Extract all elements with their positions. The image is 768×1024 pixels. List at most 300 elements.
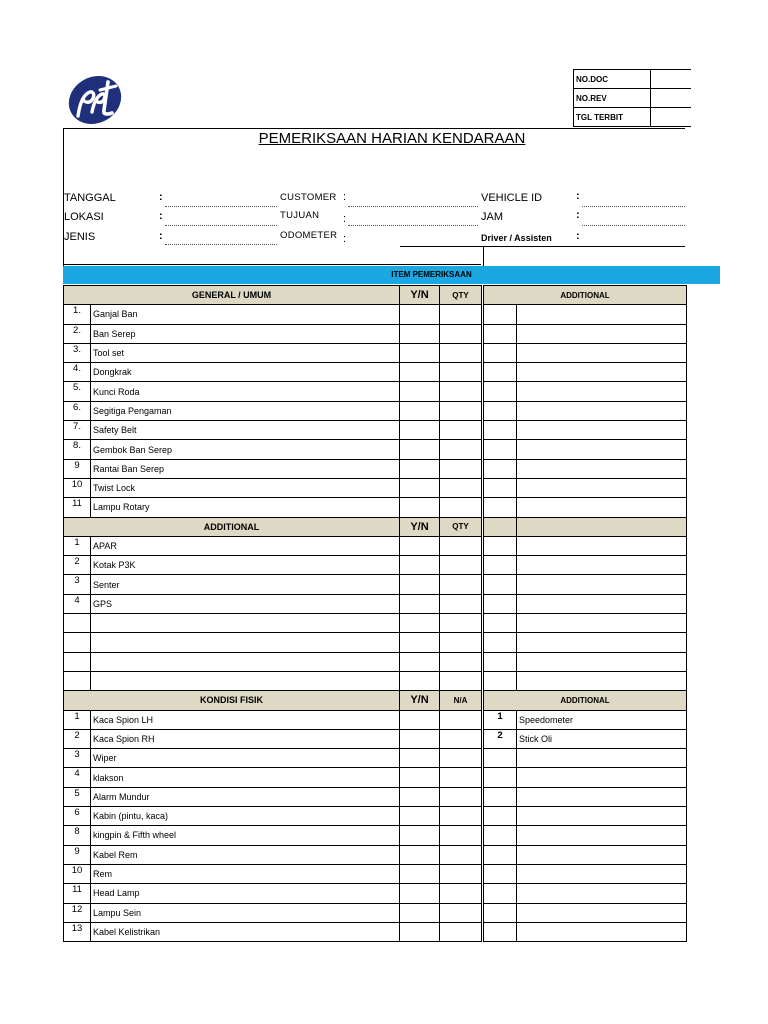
checklist-row xyxy=(64,884,482,903)
right-row xyxy=(484,363,687,382)
qty-cell[interactable] xyxy=(440,382,482,401)
doc-meta-table xyxy=(573,69,691,127)
row-number: 11 xyxy=(64,884,91,903)
row-number[interactable] xyxy=(484,363,517,382)
checklist-row xyxy=(64,440,482,459)
meta-row-tgl-terbit xyxy=(574,108,692,127)
right-row xyxy=(484,382,687,401)
qty-cell[interactable] xyxy=(440,363,482,382)
qty-cell[interactable] xyxy=(440,749,482,768)
column-header: QTY xyxy=(440,517,482,536)
yn-cell[interactable] xyxy=(400,575,440,594)
row-number[interactable] xyxy=(484,440,517,459)
row-number[interactable] xyxy=(484,807,517,826)
row-item-name[interactable] xyxy=(517,401,687,420)
row-number: 3 xyxy=(64,749,91,768)
qty-cell[interactable] xyxy=(440,826,482,845)
checklist-row xyxy=(64,343,482,362)
row-number: 2 xyxy=(64,729,91,748)
row-item-name[interactable] xyxy=(517,633,687,652)
qty-cell[interactable] xyxy=(440,633,482,652)
row-number: 12 xyxy=(64,903,91,922)
row-number: 2 xyxy=(64,556,91,575)
row-item-name[interactable] xyxy=(517,459,687,478)
row-item-name: Tool set xyxy=(91,343,400,362)
yn-cell[interactable] xyxy=(400,749,440,768)
yn-cell[interactable] xyxy=(400,729,440,748)
qty-cell[interactable] xyxy=(440,652,482,671)
row-item-name: Stick Oli xyxy=(517,729,687,748)
right-header-row xyxy=(484,517,687,536)
row-number: 2. xyxy=(64,324,91,343)
yn-cell[interactable] xyxy=(400,421,440,440)
row-item-name[interactable] xyxy=(517,324,687,343)
colon: : xyxy=(343,233,347,245)
checklist-row xyxy=(64,401,482,420)
row-number xyxy=(64,614,91,633)
row-number: 3. xyxy=(64,343,91,362)
row-item-name: klakson xyxy=(91,768,400,787)
meta-label: TGL TERBIT xyxy=(574,108,651,127)
row-number: 11 xyxy=(64,498,91,517)
checklist-row xyxy=(64,594,482,613)
row-number[interactable] xyxy=(484,826,517,845)
row-number: 10 xyxy=(64,864,91,883)
qty-cell[interactable] xyxy=(440,556,482,575)
row-item-name: Wiper xyxy=(91,749,400,768)
row-number[interactable] xyxy=(484,401,517,420)
lokasi-input-line[interactable] xyxy=(165,225,277,226)
right-row xyxy=(484,459,687,478)
right-row xyxy=(484,633,687,652)
row-number[interactable] xyxy=(484,498,517,517)
row-number: 1. xyxy=(64,305,91,324)
checklist-row xyxy=(64,305,482,324)
qty-cell[interactable] xyxy=(440,768,482,787)
row-item-name: Segitiga Pengaman xyxy=(91,401,400,420)
jam-input-line[interactable] xyxy=(582,225,685,226)
checklist-row xyxy=(64,614,482,633)
row-item-name[interactable] xyxy=(517,440,687,459)
yn-cell[interactable] xyxy=(400,633,440,652)
row-item-name: Kaca Spion LH xyxy=(91,710,400,729)
row-item-name: Kaca Spion RH xyxy=(91,729,400,748)
yn-cell[interactable] xyxy=(400,671,440,690)
row-item-name xyxy=(91,652,400,671)
row-item-name[interactable] xyxy=(517,922,687,941)
yn-cell[interactable] xyxy=(400,556,440,575)
additional-header-row xyxy=(64,517,482,536)
row-item-name[interactable] xyxy=(517,845,687,864)
colon: : xyxy=(343,191,347,203)
qty-cell[interactable] xyxy=(440,440,482,459)
checklist-row xyxy=(64,382,482,401)
right-row xyxy=(484,614,687,633)
row-item-name[interactable] xyxy=(517,652,687,671)
row-number xyxy=(64,652,91,671)
label-jenis: JENIS xyxy=(64,231,96,243)
row-number: 5 xyxy=(64,787,91,806)
row-item-name[interactable] xyxy=(517,421,687,440)
row-item-name: APAR xyxy=(91,536,400,555)
qty-cell[interactable] xyxy=(440,459,482,478)
qty-cell[interactable] xyxy=(440,884,482,903)
qty-cell[interactable] xyxy=(440,787,482,806)
row-number: 2 xyxy=(484,729,517,748)
row-item-name: Lampu Sein xyxy=(91,903,400,922)
row-item-name[interactable] xyxy=(517,343,687,362)
label-lokasi: LOKASI xyxy=(64,211,104,223)
qty-cell[interactable] xyxy=(440,671,482,690)
meta-row-no-rev xyxy=(574,89,692,108)
right-row xyxy=(484,884,687,903)
row-item-name[interactable] xyxy=(517,575,687,594)
row-item-name: Twist Lock xyxy=(91,478,400,497)
row-number xyxy=(64,671,91,690)
column-header: N/A xyxy=(440,691,482,710)
row-number[interactable] xyxy=(484,787,517,806)
row-item-name: GPS xyxy=(91,594,400,613)
row-number[interactable] xyxy=(484,575,517,594)
right-row xyxy=(484,729,687,748)
column-header-yn: Y/N xyxy=(400,691,440,710)
qty-cell[interactable] xyxy=(440,903,482,922)
yn-cell[interactable] xyxy=(400,478,440,497)
row-item-name[interactable] xyxy=(517,749,687,768)
checklist-row xyxy=(64,498,482,517)
qty-cell[interactable] xyxy=(440,324,482,343)
row-number[interactable] xyxy=(484,652,517,671)
qty-cell[interactable] xyxy=(440,614,482,633)
right-row xyxy=(484,671,687,690)
yn-cell[interactable] xyxy=(400,363,440,382)
yn-cell[interactable] xyxy=(400,594,440,613)
row-number[interactable] xyxy=(484,478,517,497)
yn-cell[interactable] xyxy=(400,845,440,864)
kondisi-header-row xyxy=(64,691,482,710)
row-number: 10 xyxy=(64,478,91,497)
section-banner xyxy=(63,266,720,284)
meta-value[interactable] xyxy=(651,108,692,127)
row-item-name[interactable] xyxy=(517,382,687,401)
checklist-row xyxy=(64,864,482,883)
row-item-name[interactable] xyxy=(517,478,687,497)
right-row xyxy=(484,903,687,922)
page-title xyxy=(63,130,721,147)
row-number[interactable] xyxy=(484,671,517,690)
row-item-name xyxy=(91,671,400,690)
row-number: 8. xyxy=(64,440,91,459)
row-item-name[interactable] xyxy=(517,903,687,922)
row-item-name: Lampu Rotary xyxy=(91,498,400,517)
yn-cell[interactable] xyxy=(400,826,440,845)
qty-cell[interactable] xyxy=(440,478,482,497)
colon: : xyxy=(159,230,163,242)
row-item-name[interactable] xyxy=(517,305,687,324)
yn-cell[interactable] xyxy=(400,922,440,941)
row-number[interactable] xyxy=(484,421,517,440)
yn-cell[interactable] xyxy=(400,305,440,324)
right-header-row xyxy=(484,286,687,305)
row-number: 7. xyxy=(64,421,91,440)
section-header-label: ADDITIONAL xyxy=(484,286,687,305)
row-number: 9 xyxy=(64,459,91,478)
checklist-row xyxy=(64,652,482,671)
checklist-row xyxy=(64,363,482,382)
right-row xyxy=(484,652,687,671)
label-customer: CUSTOMER xyxy=(280,192,337,203)
colon: : xyxy=(576,190,580,202)
right-row xyxy=(484,787,687,806)
qty-cell[interactable] xyxy=(440,343,482,362)
row-item-name[interactable] xyxy=(517,864,687,883)
row-number[interactable] xyxy=(484,845,517,864)
yn-cell[interactable] xyxy=(400,536,440,555)
row-number: 8 xyxy=(64,826,91,845)
colon: : xyxy=(576,209,580,221)
row-number: 3 xyxy=(64,575,91,594)
row-number[interactable] xyxy=(484,556,517,575)
yn-cell[interactable] xyxy=(400,807,440,826)
page-title-text: PEMERIKSAAN HARIAN KENDARAAN xyxy=(258,130,526,147)
row-item-name: Head Lamp xyxy=(91,884,400,903)
meta-value[interactable] xyxy=(651,70,692,89)
company-logo xyxy=(66,72,124,126)
row-number[interactable] xyxy=(484,594,517,613)
row-number: 9 xyxy=(64,845,91,864)
row-item-name[interactable] xyxy=(517,671,687,690)
checklist-row xyxy=(64,845,482,864)
right-row xyxy=(484,556,687,575)
row-item-name: kingpin & Fifth wheel xyxy=(91,826,400,845)
row-number[interactable] xyxy=(484,343,517,362)
right-row xyxy=(484,536,687,555)
row-item-name xyxy=(91,614,400,633)
yn-cell[interactable] xyxy=(400,652,440,671)
row-number[interactable] xyxy=(484,884,517,903)
qty-cell[interactable] xyxy=(440,575,482,594)
right-row xyxy=(484,343,687,362)
row-number[interactable] xyxy=(484,922,517,941)
row-number: 1 xyxy=(64,536,91,555)
qty-cell[interactable] xyxy=(440,594,482,613)
yn-cell[interactable] xyxy=(400,864,440,883)
yn-cell[interactable] xyxy=(400,401,440,420)
yn-cell[interactable] xyxy=(400,343,440,362)
row-item-name xyxy=(91,633,400,652)
yn-cell[interactable] xyxy=(400,710,440,729)
checklist-row xyxy=(64,459,482,478)
right-row xyxy=(484,807,687,826)
checklist-row xyxy=(64,807,482,826)
qty-cell[interactable] xyxy=(440,305,482,324)
label-odometer: ODOMETER xyxy=(280,230,338,241)
qty-cell[interactable] xyxy=(440,401,482,420)
qty-cell[interactable] xyxy=(440,922,482,941)
row-item-name[interactable] xyxy=(517,536,687,555)
blank-cell xyxy=(484,517,517,536)
colon: : xyxy=(159,210,163,222)
checklist-row xyxy=(64,903,482,922)
yn-cell[interactable] xyxy=(400,459,440,478)
right-row xyxy=(484,594,687,613)
row-item-name: Kunci Roda xyxy=(91,382,400,401)
yn-cell[interactable] xyxy=(400,787,440,806)
vehicle-id-input-line[interactable] xyxy=(582,206,685,207)
divider xyxy=(63,264,481,265)
meta-label: NO.REV xyxy=(574,89,651,108)
yn-cell[interactable] xyxy=(400,768,440,787)
row-item-name[interactable] xyxy=(517,787,687,806)
row-number[interactable] xyxy=(484,903,517,922)
row-item-name[interactable] xyxy=(517,594,687,613)
tujuan-input-line[interactable] xyxy=(348,225,478,226)
row-item-name[interactable] xyxy=(517,826,687,845)
yn-cell[interactable] xyxy=(400,884,440,903)
qty-cell[interactable] xyxy=(440,807,482,826)
checklist-table xyxy=(63,285,482,942)
yn-cell[interactable] xyxy=(400,440,440,459)
column-header-yn: Y/N xyxy=(400,517,440,536)
row-item-name: Speedometer xyxy=(517,710,687,729)
section-header-label: ADDITIONAL xyxy=(484,691,687,710)
row-item-name: Kotak P3K xyxy=(91,556,400,575)
row-item-name[interactable] xyxy=(517,363,687,382)
row-item-name: Dongkrak xyxy=(91,363,400,382)
label-driver-assisten: Driver / Assisten xyxy=(481,233,552,243)
tanggal-input-line[interactable] xyxy=(165,206,277,207)
right-row xyxy=(484,826,687,845)
row-item-name: Alarm Mundur xyxy=(91,787,400,806)
row-item-name: Rem xyxy=(91,864,400,883)
row-item-name[interactable] xyxy=(517,498,687,517)
checklist-row xyxy=(64,575,482,594)
additional-table xyxy=(483,285,687,942)
section-banner-label: ITEM PEMERIKSAAN xyxy=(391,270,472,279)
qty-cell[interactable] xyxy=(440,421,482,440)
row-number: 4 xyxy=(64,768,91,787)
qty-cell[interactable] xyxy=(440,729,482,748)
column-header: QTY xyxy=(440,286,482,305)
yn-cell[interactable] xyxy=(400,614,440,633)
right-row xyxy=(484,478,687,497)
row-number[interactable] xyxy=(484,324,517,343)
right-row xyxy=(484,768,687,787)
row-item-name[interactable] xyxy=(517,807,687,826)
row-item-name: Ganjal Ban xyxy=(91,305,400,324)
section-header-label: KONDISI FISIK xyxy=(64,691,400,710)
divider xyxy=(483,246,484,266)
yn-cell[interactable] xyxy=(400,498,440,517)
row-number: 4. xyxy=(64,363,91,382)
row-item-name[interactable] xyxy=(517,884,687,903)
right-row xyxy=(484,440,687,459)
row-number: 4 xyxy=(64,594,91,613)
row-number[interactable] xyxy=(484,864,517,883)
row-number[interactable] xyxy=(484,633,517,652)
meta-value[interactable] xyxy=(651,89,692,108)
checklist-row xyxy=(64,478,482,497)
right-row xyxy=(484,749,687,768)
column-header-yn: Y/N xyxy=(400,286,440,305)
row-number[interactable] xyxy=(484,382,517,401)
colon: : xyxy=(343,213,347,225)
label-vehicle-id: VEHICLE ID xyxy=(481,192,543,204)
checklist-row xyxy=(64,729,482,748)
row-number[interactable] xyxy=(484,305,517,324)
section-header-label: GENERAL / UMUM xyxy=(64,286,400,305)
checklist-row xyxy=(64,768,482,787)
row-number[interactable] xyxy=(484,749,517,768)
row-number[interactable] xyxy=(484,614,517,633)
row-item-name[interactable] xyxy=(517,556,687,575)
meta-row-no-doc xyxy=(574,70,692,89)
row-number: 1 xyxy=(64,710,91,729)
row-item-name: Senter xyxy=(91,575,400,594)
row-number[interactable] xyxy=(484,536,517,555)
checklist-row xyxy=(64,710,482,729)
row-number xyxy=(64,633,91,652)
qty-cell[interactable] xyxy=(440,845,482,864)
checklist-row xyxy=(64,421,482,440)
checklist-row xyxy=(64,749,482,768)
yn-cell[interactable] xyxy=(400,324,440,343)
row-item-name: Gembok Ban Serep xyxy=(91,440,400,459)
row-item-name[interactable] xyxy=(517,768,687,787)
customer-input-line[interactable] xyxy=(348,206,478,207)
right-row xyxy=(484,305,687,324)
row-item-name: Kabel Kelistrikan xyxy=(91,922,400,941)
jenis-input-line[interactable] xyxy=(165,244,277,245)
row-number[interactable] xyxy=(484,768,517,787)
row-number[interactable] xyxy=(484,459,517,478)
right-row xyxy=(484,324,687,343)
yn-cell[interactable] xyxy=(400,903,440,922)
blank-cell xyxy=(517,517,687,536)
row-item-name: Rantai Ban Serep xyxy=(91,459,400,478)
colon: : xyxy=(159,191,163,203)
row-number: 13 xyxy=(64,922,91,941)
qty-cell[interactable] xyxy=(440,498,482,517)
qty-cell[interactable] xyxy=(440,710,482,729)
checklist-row xyxy=(64,787,482,806)
meta-label: NO.DOC xyxy=(574,70,651,89)
checklist-row xyxy=(64,633,482,652)
label-jam: JAM xyxy=(481,211,503,223)
qty-cell[interactable] xyxy=(440,536,482,555)
checklist-row xyxy=(64,536,482,555)
right-row xyxy=(484,922,687,941)
row-item-name[interactable] xyxy=(517,614,687,633)
general-header-row xyxy=(64,286,482,305)
right-row xyxy=(484,401,687,420)
checklist-row xyxy=(64,922,482,941)
right-row xyxy=(484,845,687,864)
right-row xyxy=(484,498,687,517)
colon: : xyxy=(576,230,580,242)
row-item-name: Kabin (pintu, kaca) xyxy=(91,807,400,826)
row-number: 1 xyxy=(484,710,517,729)
yn-cell[interactable] xyxy=(400,382,440,401)
row-item-name: Ban Serep xyxy=(91,324,400,343)
checklist-row xyxy=(64,324,482,343)
right-row xyxy=(484,575,687,594)
row-number: 6. xyxy=(64,401,91,420)
qty-cell[interactable] xyxy=(440,864,482,883)
checklist-row xyxy=(64,826,482,845)
row-item-name: Kabel Rem xyxy=(91,845,400,864)
right-header-row xyxy=(484,691,687,710)
